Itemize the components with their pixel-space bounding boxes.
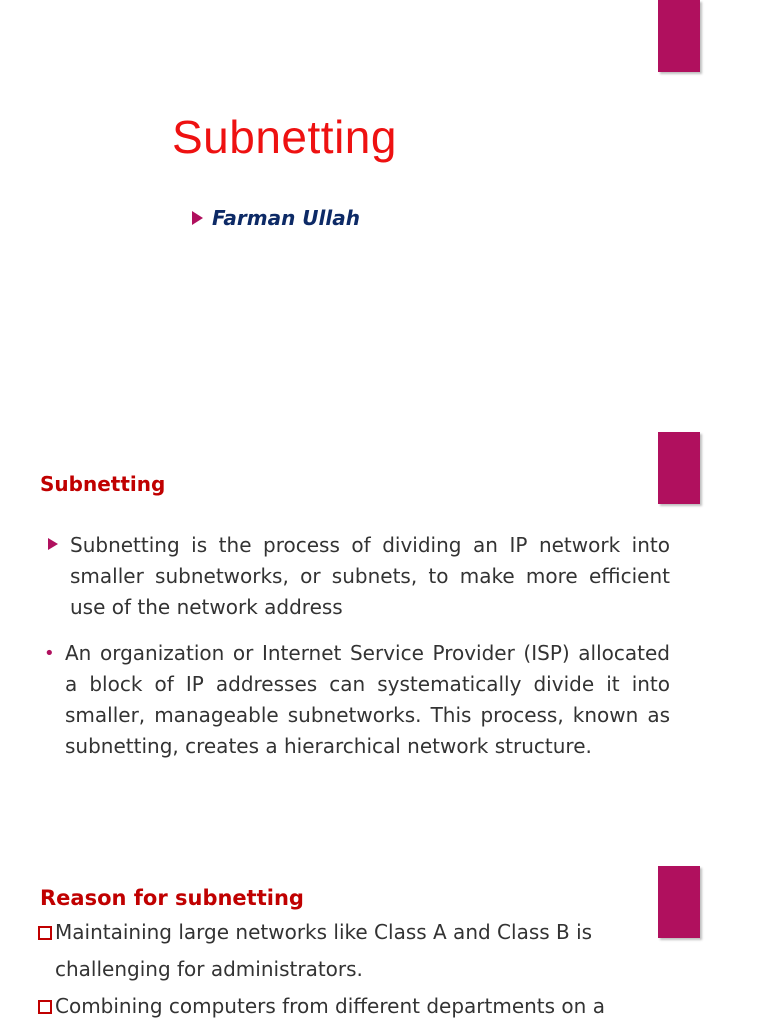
slide-reason-for-subnetting [0, 864, 768, 1024]
author-row [192, 206, 360, 230]
list-item [38, 914, 660, 988]
slide-heading: Reason for subnetting [40, 886, 304, 910]
square-bullet-icon [38, 926, 52, 940]
triangle-bullet-icon [192, 211, 203, 225]
slide-title-heading: Subnetting [172, 111, 397, 163]
bullet-text: An organization or Internet Service Provider (ISP) allocated a block of IP addresses can systematically divide it into smaller, manageable subnetworks. This process, known as subnetting, creates a hierarchical network structure. [65, 641, 670, 758]
square-bullet-icon [38, 1000, 52, 1014]
bullet-item [48, 530, 670, 623]
dot-bullet-icon: • [44, 643, 55, 664]
accent-bar [658, 432, 700, 504]
list-item-text: challenging for administrators. [55, 957, 363, 981]
triangle-bullet-icon [48, 538, 58, 550]
author-name: Farman Ullah [212, 206, 360, 230]
accent-bar [658, 0, 700, 72]
bullet-item [44, 638, 670, 762]
list-item-text: Combining computers from different departments on a [55, 994, 605, 1018]
accent-bar [658, 866, 700, 938]
slide-heading: Subnetting [40, 472, 166, 496]
list-item [38, 988, 660, 1025]
list-item-text: Maintaining large networks like Class A and Class B is [55, 920, 593, 944]
slide-title [0, 0, 768, 420]
slide-subnetting-definition [0, 432, 768, 852]
bullet-text: Subnetting is the process of dividing an IP network into smaller subnetworks, or subnets, to make more efficient use of the network address [70, 533, 670, 619]
